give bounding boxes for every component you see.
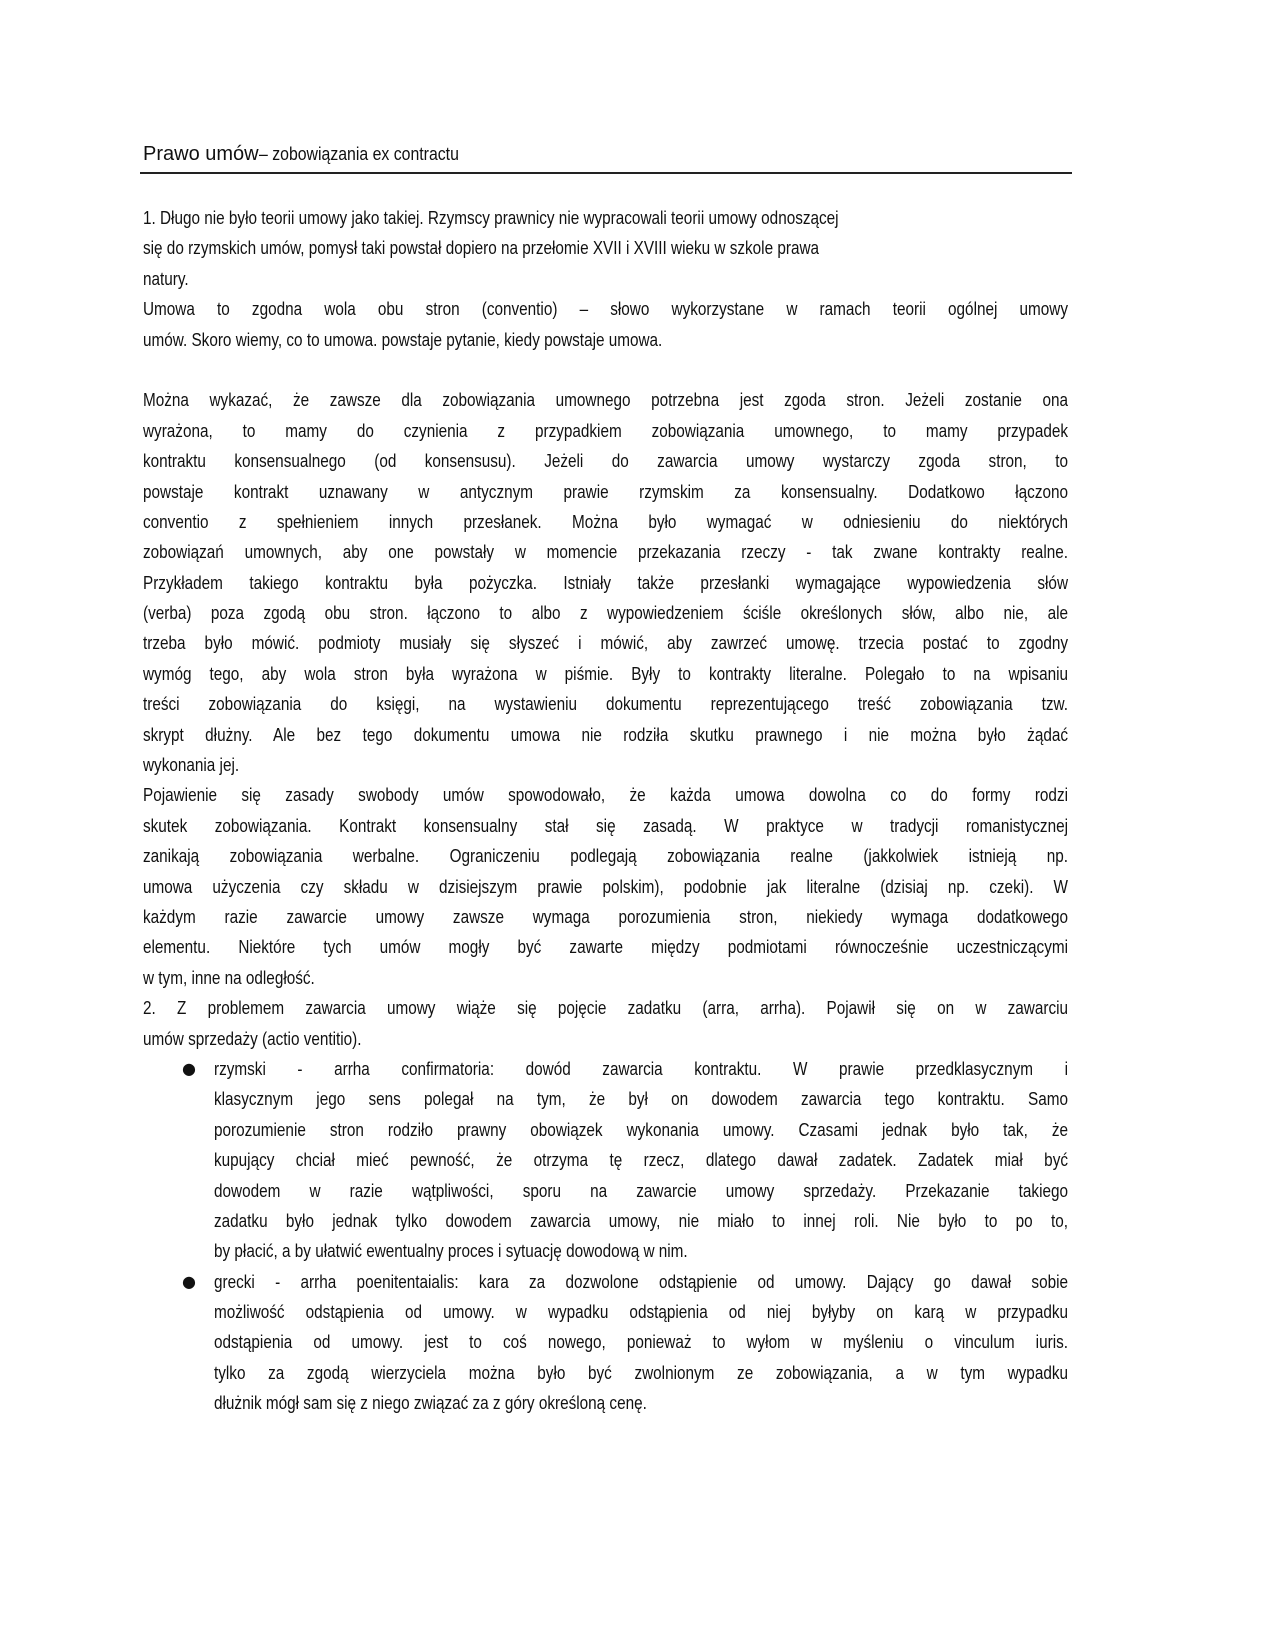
bullet-item [143, 1054, 1068, 1267]
text-line [143, 780, 1068, 810]
text-line [143, 477, 1068, 507]
text-line [214, 1236, 1068, 1266]
line-text: w tym, inne na odległość. [143, 967, 315, 988]
line-text: trzeba było mówić. podmioty musiały się słyszeć i mówić, aby zawrzeć umowę. trzecia postać to zgodny [143, 633, 1068, 654]
header-title: Prawo umów [143, 143, 259, 165]
paragraph [143, 294, 1068, 355]
text-line [143, 1024, 1068, 1054]
text-line [214, 1358, 1068, 1388]
line-text: by płacić, a by ułatwić ewentualny proces i sytuację dowodową w nim. [214, 1241, 688, 1262]
line-text: zobowiązań umownych, aby one powstały w momencie przekazania rzeczy - tak zwane kontrakty realne. [143, 542, 1068, 563]
line-text: kontraktu konsensualnego (od konsensusu). Jeżeli do zawarcia umowy wystarczy zgoda stron, to [143, 451, 1068, 472]
paragraph [143, 385, 1068, 780]
text-line [143, 628, 1068, 658]
line-text: skutek zobowiązania. Kontrakt konsensualny stał się zasadą. W praktyce w tradycji romanistycznej [143, 815, 1068, 836]
line-text: (verba) poza zgodą obu stron. łączono to albo z wypowiedzeniem ściśle określonych słów, albo nie, ale [143, 603, 1068, 624]
paragraph [143, 203, 1068, 294]
text-line [143, 598, 1068, 628]
line-text: wyrażona, to mamy do czynienia z przypadkiem zobowiązania umownego, to mamy przypadek [143, 420, 1068, 441]
bullet-item [143, 1267, 1068, 1419]
line-text: Pojawienie się zasady swobody umów spowodowało, że każda umowa dowolna co do formy rodzi [143, 785, 1068, 806]
blank-line [143, 355, 1068, 385]
text-line [214, 1176, 1068, 1206]
text-line [143, 233, 1068, 263]
text-line [143, 811, 1068, 841]
line-text: umów sprzedaży (actio ventitio). [143, 1028, 362, 1049]
text-line [143, 325, 1068, 355]
line-text: conventio z spełnieniem innych przesłanek. Można było wymagać w odniesieniu do niektórych [143, 511, 1068, 532]
paragraph [143, 780, 1068, 993]
line-text: 2. Z problemem zawarcia umowy wiąże się pojęcie zadatku (arra, arrha). Pojawił się on w zawarciu [143, 998, 1068, 1019]
bullet-icon: ● [182, 1058, 196, 1078]
line-text: Przykładem takiego kontraktu była pożyczka. Istniały także przesłanki wymagające wypowiedzenia słów [143, 572, 1068, 593]
line-text: rzymski - arrha confirmatoria: dowód zawarcia kontraktu. W prawie przedklasycznym i [214, 1058, 1068, 1079]
page-header [143, 143, 486, 166]
line-text: odstąpienia od umowy. jest to coś nowego, ponieważ to wyłom w myśleniu o vinculum iuris. [214, 1332, 1068, 1353]
text-line [143, 659, 1068, 689]
line-text: możliwość odstąpienia od umowy. w wypadku odstąpienia od niej byłyby on karą w przypadku [214, 1302, 1068, 1323]
text-line [214, 1206, 1068, 1236]
line-text: dłużnik mógł sam się z niego związać za z góry określoną cenę. [214, 1393, 647, 1414]
text-line [143, 750, 1068, 780]
bullet-icon: ● [182, 1271, 196, 1291]
text-line [143, 537, 1068, 567]
line-text: klasycznym jego sens polegał na tym, że był on dowodem zawarcia tego kontraktu. Samo [214, 1089, 1068, 1110]
line-text: wykonania jej. [143, 755, 240, 776]
text-line [143, 264, 1068, 294]
line-text: elementu. Niektóre tych umów mogły być zawarte między podmiotami równocześnie uczestniczącymi [143, 937, 1068, 958]
line-text: zadatku było jednak tylko dowodem zawarcia umowy, nie miało to innej roli. Nie było to po to, [214, 1210, 1068, 1231]
text-line [214, 1327, 1068, 1357]
line-text: skrypt dłużny. Ale bez tego dokumentu umowa nie rodziła skutku prawnego i nie można było żądać [143, 724, 1068, 745]
line-text: porozumienie stron rodziło prawny obowiązek wykonania umowy. Czasami jednak było tak, że [214, 1119, 1068, 1140]
text-line [143, 963, 1068, 993]
text-line [182, 1054, 1068, 1084]
text-line [143, 720, 1068, 750]
line-text: 1. Długo nie było teorii umowy jako takiej. Rzymscy prawnicy nie wypracowali teorii umowy odnoszącej [143, 208, 839, 228]
text-line [143, 993, 1068, 1023]
line-text: zanikają zobowiązania werbalne. Ograniczeniu podlegają zobowiązania realne (jakkolwiek istnieją np. [143, 846, 1068, 867]
text-line [143, 872, 1068, 902]
text-line [214, 1388, 1068, 1418]
paragraph [143, 993, 1068, 1054]
header-rule [140, 172, 1072, 174]
text-line [143, 446, 1068, 476]
line-text: Umowa to zgodna wola obu stron (conventio) – słowo wykorzystane w ramach teorii ogólnej umowy [143, 299, 1068, 320]
line-text: umów. Skoro wiemy, co to umowa. powstaje pytanie, kiedy powstaje umowa. [143, 329, 663, 350]
text-line [143, 689, 1068, 719]
text-line [143, 385, 1068, 415]
document-body [143, 203, 1068, 1419]
line-text: Można wykazać, że zawsze dla zobowiązania umownego potrzebna jest zgoda stron. Jeżeli zostanie ona [143, 390, 1068, 411]
line-text: tylko za zgodą wierzyciela można było być zwolnionym ze zobowiązania, a w tym wypadku [214, 1362, 1068, 1383]
text-line [143, 932, 1068, 962]
line-text: natury. [143, 268, 189, 289]
text-line [143, 416, 1068, 446]
text-line [143, 507, 1068, 537]
line-text: się do rzymskich umów, pomysł taki powstał dopiero na przełomie XVII i XVIII wieku w szkole prawa [143, 238, 820, 259]
text-line [214, 1115, 1068, 1145]
line-text: grecki - arrha poenitentaialis: kara za dozwolone odstąpienie od umowy. Dający go dawał sobie [214, 1271, 1068, 1292]
text-line [143, 294, 1068, 324]
text-line [143, 203, 1068, 233]
line-text: treści zobowiązania do księgi, na wystawieniu dokumentu reprezentującego treść zobowiązania tzw. [143, 694, 1068, 715]
text-line [214, 1084, 1068, 1114]
line-text: kupujący chciał mieć pewność, że otrzyma tę rzecz, dlatego dawał zadatek. Zadatek miał być [214, 1150, 1068, 1171]
line-text: każdym razie zawarcie umowy zawsze wymaga porozumienia stron, niekiedy wymaga dodatkowego [143, 906, 1068, 927]
header-subtitle: – zobowiązania ex contractu [258, 144, 459, 164]
line-text: umowa użyczenia czy składu w dzisiejszym prawie polskim), podobnie jak literalne (dzisiaj np. czeki). W [143, 876, 1068, 897]
line-text: wymóg tego, aby wola stron była wyrażona w piśmie. Były to kontrakty literalne. Polegało to na wpisaniu [143, 663, 1068, 684]
text-line [182, 1267, 1068, 1297]
text-line [143, 568, 1068, 598]
line-text: dowodem w razie wątpliwości, sporu na zawarcie umowy sprzedaży. Przekazanie takiego [214, 1180, 1068, 1201]
text-line [214, 1297, 1068, 1327]
text-line [143, 841, 1068, 871]
text-line [214, 1145, 1068, 1175]
text-line [143, 902, 1068, 932]
line-text: powstaje kontrakt uznawany w antycznym prawie rzymskim za konsensualny. Dodatkowo łączono [143, 481, 1068, 502]
